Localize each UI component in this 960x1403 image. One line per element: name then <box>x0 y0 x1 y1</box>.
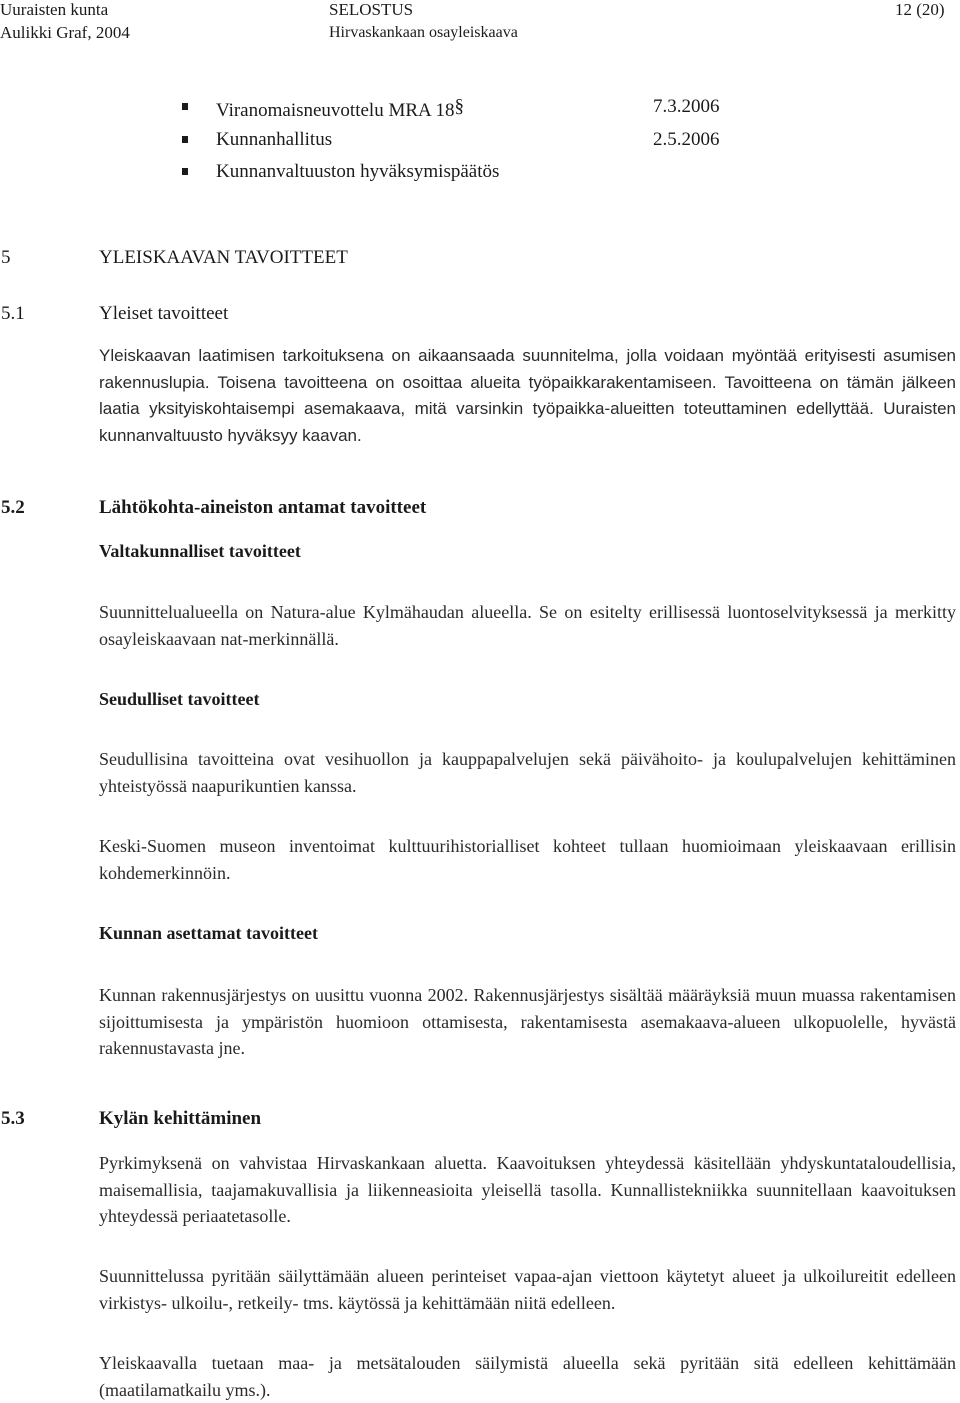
section-number: 5 <box>1 247 11 268</box>
subsection-number: 5.2 <box>1 497 25 518</box>
bullet-square-icon <box>182 168 188 175</box>
subsection-title: Kylän kehittäminen <box>99 1108 262 1129</box>
subsection-number: 5.1 <box>1 303 25 324</box>
section-sign: § <box>454 96 464 117</box>
header-doc-type: SELOSTUS <box>329 0 414 19</box>
bullet-square-icon <box>182 136 188 143</box>
municipal-goals-heading: Kunnan asettamat tavoitteet <box>99 923 318 943</box>
regional-goals-paragraph: Seudullisina tavoitteina ovat vesihuollon ja kauppapalvelujen sekä päivähoito- ja koulupalvelujen kehittäminen yhteistyössä naapurikuntien kanssa. <box>99 749 956 796</box>
list-item-label: Viranomaisneuvottelu MRA 18§ <box>216 96 464 121</box>
municipal-goals-paragraph: Kunnan rakennusjärjestys on uusittu vuonna 2002. Rakennusjärjestys sisältää määräyksiä muun muassa rakentamisen sijoittumisesta ja ympäristön huomioon ottamisesta, rakentamisesta asemakaava-alueen ulkopuolelle, hyvästä rakennustavasta jne. <box>99 985 956 1058</box>
section-title: YLEISKAAVAN TAVOITTEET <box>99 247 348 268</box>
village-paragraph-3: Yleiskaavalla tuetaan maa- ja metsätalouden säilymistä alueella sekä pyritään sitä edelleen kehittämään (maatilamatkailu yms.). <box>99 1353 956 1400</box>
village-paragraph-2: Suunnittelussa pyritään säilyttämään alueen perinteiset vapaa-ajan viettoon käytetyt alueet ja ulkoilureitit edelleen virkistys- ulkoilu-, retkeily- tms. käytössä ja kehittämään niitä edelleen. <box>99 1266 956 1313</box>
header-org: Uuraisten kunta <box>0 0 109 19</box>
museum-paragraph: Keski-Suomen museon inventoimat kulttuurihistorialliset kohteet tullaan huomioimaan yleiskaavaan erillisin kohdemerkinnöin. <box>99 836 956 883</box>
list-item-date: 2.5.2006 <box>653 129 720 150</box>
list-item-label: Kunnanvaltuuston hyväksymispäätös <box>216 161 500 182</box>
header-page-number: 12 (20) <box>895 0 945 19</box>
national-goals-heading: Valtakunnalliset tavoitteet <box>99 541 301 561</box>
subsection-title: Yleiset tavoitteet <box>99 303 229 324</box>
list-item-label: Kunnanhallitus <box>216 129 333 150</box>
regional-goals-heading: Seudulliset tavoitteet <box>99 689 260 709</box>
subsection-title: Lähtökohta-aineiston antamat tavoitteet <box>99 497 427 518</box>
bullet-square-icon <box>182 103 188 110</box>
national-goals-paragraph: Suunnittelualueella on Natura-alue Kylmähaudan alueella. Se on esitelty erillisessä luontoselvityksessä ja merkitty osayleiskaavaan nat-merkinnällä. <box>99 602 956 649</box>
general-goals-paragraph: Yleiskaavan laatimisen tarkoituksena on aikaansaada suunnitelma, jolla voidaan myöntää erityisesti asumisen rakennuslupia. Toisena tavoitteena on osoittaa alueita työpaikkarakentamiseen. Tavoitteena on tämän jälkeen laatia yksityiskohtaisempi asemakaava, mitä varsinkin työpaikka-alueitten toteuttaminen edellyttää. Uuraisten kunnanvaltuusto hyväksyy kaavan. <box>99 346 956 445</box>
village-paragraph-1: Pyrkimyksenä on vahvistaa Hirvaskankaan aluetta. Kaavoituksen yhteydessä käsitellään yhdyskuntataloudellisia, maisemallisia, taajamakuvallisia ja liikenneasioita yleisellä tasolla. Kunnallistekniikka suunnitellaan kaavoituksen yhteydessä periaatetasolle. <box>99 1153 956 1226</box>
header-author: Aulikki Graf, 2004 <box>0 23 130 42</box>
header-doc-title: Hirvaskankaan osayleiskaava <box>329 24 518 41</box>
subsection-number: 5.3 <box>1 1108 25 1129</box>
list-item-date: 7.3.2006 <box>653 96 720 117</box>
